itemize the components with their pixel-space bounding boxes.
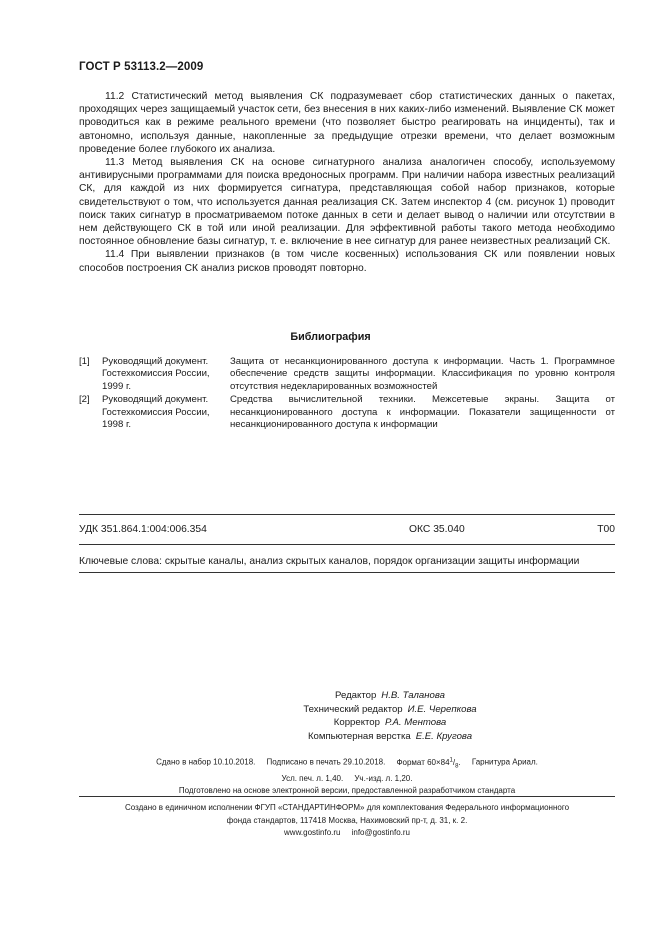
keywords xyxy=(79,556,615,567)
standard-header: ГОСТ Р 53113.2—2009 xyxy=(79,61,204,73)
editors-block xyxy=(200,689,580,743)
editor-role: Компьютерная верстка xyxy=(307,730,411,742)
editor-name: И.Е. Черепкова xyxy=(407,703,477,715)
bibliography-entry xyxy=(79,394,615,431)
bibliography-entry xyxy=(79,356,615,393)
editor-name: Е.Е. Кругова xyxy=(415,730,473,742)
format-sup: 1 xyxy=(449,757,453,763)
format-sub: 8 xyxy=(455,763,459,770)
set-date: Сдано в набор 10.10.2018. xyxy=(156,757,256,767)
format: Формат $60\times 84^1/_8$. xyxy=(396,757,461,770)
footer-divider xyxy=(79,796,615,797)
bibliography-description: Защита от несанкционированного доступа к информации. Часть 1. Программное обеспечение средств защиты информации. Классификация по уровню контроля отсутствия недекларированных возможностей xyxy=(230,356,615,392)
bibliography-title: Библиография xyxy=(290,331,371,343)
editor-line xyxy=(200,703,580,717)
udk-code: УДК 351.864.1:004:006.354 xyxy=(79,524,207,535)
editor-line xyxy=(200,716,580,730)
footer-contacts xyxy=(79,827,615,840)
bibliography-number: [1] xyxy=(79,356,90,367)
divider-top xyxy=(79,514,615,515)
footer-line-2: фонда стандартов, 117418 Москва, Нахимовский пр-т, д. 31, к. 2. xyxy=(226,815,468,825)
category-code: Т00 xyxy=(597,524,615,535)
editor-line xyxy=(200,689,580,703)
oks-code: ОКС 35.040 xyxy=(409,524,465,535)
keywords-label: Ключевые слова: xyxy=(79,556,162,567)
typeface: Гарнитура Ариал. xyxy=(471,757,538,767)
footer-line-1: Создано в единичном исполнении ФГУП «СТАНДАРТИНФОРМ» для комплектования Федерального информационного xyxy=(124,803,570,812)
publisher-footer xyxy=(79,802,615,840)
divider-bottom xyxy=(79,572,615,573)
editor-name: Р.А. Ментова xyxy=(384,717,447,728)
editor-line xyxy=(200,730,580,744)
keywords-text: скрытые каналы, анализ скрытых каналов, порядок организации защиты информации xyxy=(164,556,580,567)
imprint-line-3: Подготовлено на основе электронной версии, предоставленной разработчиком стандарта xyxy=(178,786,516,796)
bibliography-list xyxy=(79,356,615,432)
format-prefix: Формат 60×84 xyxy=(396,757,450,767)
classification-row xyxy=(79,524,615,535)
bibliography-document: Руководящий документ. Гостехкомиссия России, 1999 г. xyxy=(102,356,210,392)
editor-name: Н.В. Таланова xyxy=(381,690,445,701)
imprint-line-1 xyxy=(79,754,615,773)
bibliography-document: Руководящий документ. Гостехкомиссия России, 1998 г. xyxy=(102,394,210,431)
paragraph-11-4: 11.4 При выявлении признаков (в том числе косвенных) использования СК или появлении новых способов построения СК анализ рисков проводят повторно. xyxy=(79,249,615,274)
email-link[interactable]: info@gostinfo.ru xyxy=(351,828,410,837)
bibliography-number: [2] xyxy=(79,394,90,406)
editor-role: Корректор xyxy=(333,717,380,728)
bibliography-description: Средства вычислительной техники. Межсетевые экраны. Защита от несанкционированного доступа к информации. Показатели защищенности от несанкционированного доступа к информации xyxy=(230,394,615,431)
publisher-sheets: Уч.-изд. л. 1,20. xyxy=(354,773,413,783)
print-sheets: Усл. печ. л. 1,40. xyxy=(281,773,344,783)
imprint xyxy=(79,754,615,798)
body-text xyxy=(79,90,615,275)
website-link[interactable]: www.gostinfo.ru xyxy=(284,828,341,837)
paragraph-11-2: 11.2 Статистический метод выявления СК подразумевает сбор статистических данных о пакетах, проходящих через защищаемый участок сети, без внесения в них каких-либо изменений. Выявление СК может проводиться как в режиме реального времени (что позволяет быстро реагировать на инциденты), так и автономно, используя данные, накопленные за предыдущие отрезки времени, что делает возможным проведение более глубокого их анализа. xyxy=(79,91,615,155)
divider-middle xyxy=(79,544,615,545)
editor-role: Технический редактор xyxy=(303,703,403,715)
imprint-line-2 xyxy=(79,773,615,786)
print-date: Подписано в печать 29.10.2018. xyxy=(266,757,386,767)
editor-role: Редактор xyxy=(334,690,377,701)
paragraph-11-3: 11.3 Метод выявления СК на основе сигнатурного анализа аналогичен способу, используемому антивирусными программами для поиска вредоносных программ. При наличии набора известных реализаций СК, для каждой из них формируется сигнатура, представляющая собой набор признаков, которые свидетельствуют о том, что используется данная реализация СК. Затем инспектор 4 (см. рисунок 1) проводит поиск таких сигнатур в просматриваемом потоке данных в сети и делает вывод о наличии или отсутствии в нем действующего СК в той или иной реализации. Для эффективной работы такого метода необходимо постоянное обновление базы сигнатур, т. е. включение в нее сигнатур для ранее неизвестных реализаций СК. xyxy=(79,157,615,248)
